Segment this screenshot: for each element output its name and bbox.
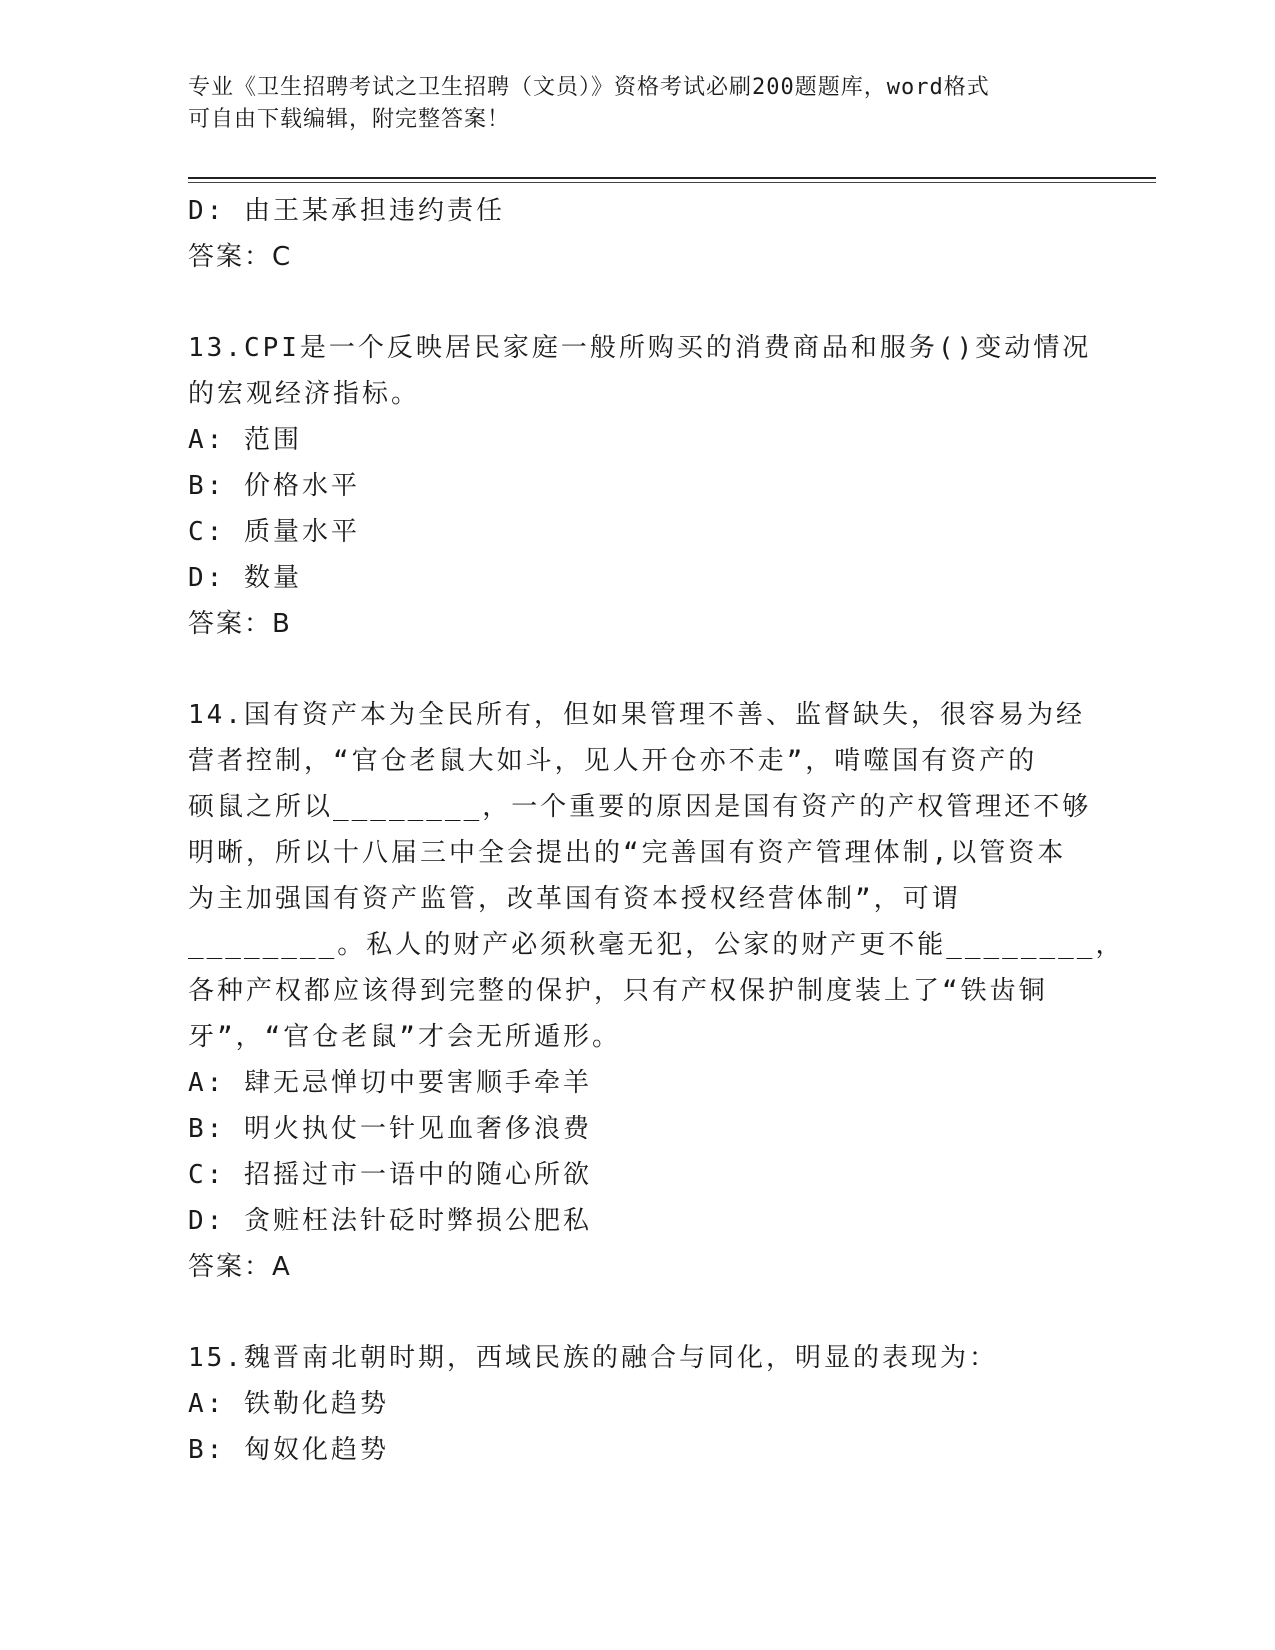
question-stem: [188, 692, 1125, 1060]
stem-line: 各种产权都应该得到完整的保护，只有产权保护制度装上了“铁齿铜: [188, 976, 1048, 1006]
question-14: [188, 692, 1125, 1290]
option-d: D: 由王某承担违约责任: [188, 196, 505, 226]
document-body: [188, 188, 1125, 1473]
header-line-1: 专业《卫生招聘考试之卫生招聘（文员）》资格考试必刷200题题库，word格式: [188, 75, 990, 100]
stem-line: 13.CPI是一个反映居民家庭一般所购买的消费商品和服务()变动情况: [188, 333, 1092, 363]
option-c: C: 招摇过市一语中的随心所欲: [188, 1160, 592, 1190]
question-stem: [188, 325, 1092, 417]
stem-line: 14.国有资产本为全民所有，但如果管理不善、监督缺失，很容易为经: [188, 700, 1085, 730]
option-c: C: 质量水平: [188, 517, 360, 547]
header-line-2: 可自由下载编辑，附完整答案！: [188, 107, 511, 132]
option-b: B: 匈奴化趋势: [188, 1435, 389, 1465]
option-a: A: 铁勒化趋势: [188, 1389, 389, 1419]
question-13: [188, 325, 1092, 647]
answer-line: 答案：C: [188, 242, 293, 272]
option-b: B: 价格水平: [188, 471, 360, 501]
header-divider-thin: [188, 182, 1156, 183]
stem-line: 营者控制，“官仓老鼠大如斗，见人开仓亦不走”，啃噬国有资产的: [188, 746, 1038, 776]
page-header: [188, 72, 1068, 136]
option-a: A: 肆无忌惮切中要害顺手牵羊: [188, 1068, 592, 1098]
stem-line: 硕鼠之所以________，一个重要的原因是国有资产的产权管理还不够: [188, 792, 1092, 822]
option-a: A: 范围: [188, 425, 302, 455]
spacer: [188, 280, 1088, 325]
stem-line: 牙”，“官仓老鼠”才会无所遁形。: [188, 1022, 621, 1052]
prev-question-tail: [188, 188, 1088, 280]
answer-line: 答案：A: [188, 1252, 292, 1282]
question-stem: [188, 1335, 1088, 1381]
stem-line: 明晰，所以十八届三中全会提出的“完善国有资产管理体制,以管资本: [188, 838, 1067, 868]
stem-line: ________。私人的财产必须秋毫无犯，公家的财产更不能________，: [188, 930, 1125, 960]
stem-line: 为主加强国有资产监管，改革国有资本授权经营体制”，可谓: [188, 884, 961, 914]
option-d: D: 数量: [188, 563, 302, 593]
question-15: [188, 1335, 1088, 1473]
option-d: D: 贪赃枉法针砭时弊损公肥私: [188, 1206, 592, 1236]
stem-line: 的宏观经济指标。: [188, 379, 421, 409]
option-b: B: 明火执仗一针见血奢侈浪费: [188, 1114, 592, 1144]
stem-line: 15.魏晋南北朝时期，西域民族的融合与同化，明显的表现为：: [188, 1343, 998, 1373]
answer-line: 答案：B: [188, 609, 292, 639]
spacer: [188, 1290, 1088, 1335]
spacer: [188, 647, 1088, 692]
header-divider-thick: [188, 177, 1156, 179]
